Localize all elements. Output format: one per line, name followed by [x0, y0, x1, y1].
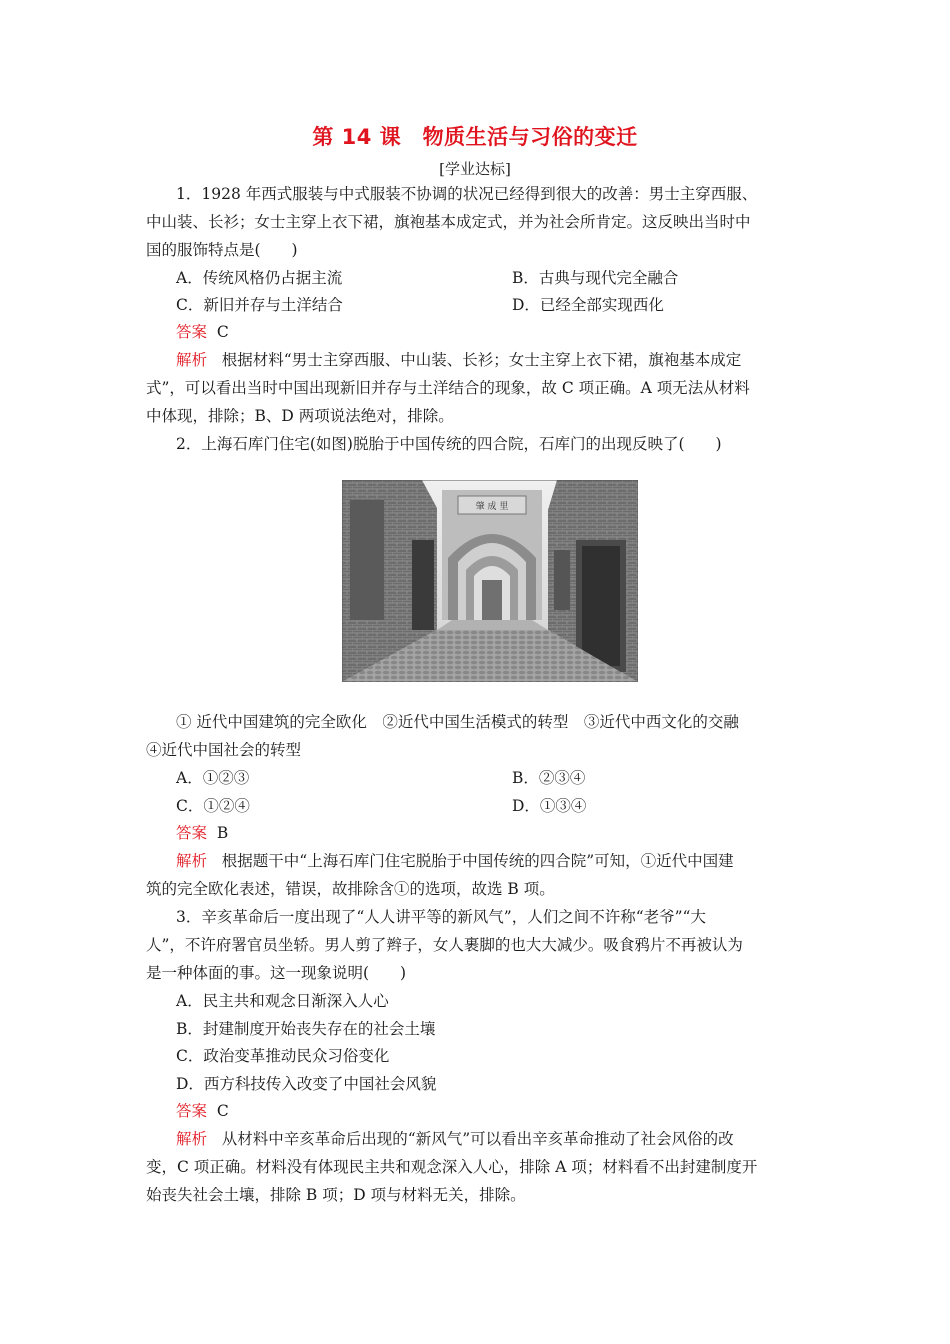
- explanation-label: 解析: [176, 852, 208, 870]
- explanation-text: 根据材料“男士主穿西服、中山装、长衫；女士主穿上衣下裙，旗袍基本成定: [221, 351, 742, 369]
- q3-option-b: B．封建制度开始丧失存在的社会土壤: [176, 1020, 436, 1038]
- q1-stem-line-1: 1．1928 年西式服装与中式服装不协调的状况已经得到很大的改善：男士主穿西服、: [176, 185, 758, 203]
- q3-answer: [176, 1101, 229, 1121]
- q2-explanation-line-1: [176, 851, 734, 871]
- answer-label: 答案: [176, 323, 208, 341]
- q3-stem-line-3: 是一种体面的事。这一现象说明( ): [146, 964, 407, 982]
- q1-explanation-line-1: [176, 350, 741, 370]
- q3-option-c: C．政治变革推动民众习俗变化: [176, 1047, 390, 1065]
- explanation-label: 解析: [176, 1130, 208, 1148]
- answer-label: 答案: [176, 824, 208, 842]
- q2-option-c: C．①②④: [176, 797, 250, 815]
- q3-stem-line-2: 人”，不许府署官员坐轿。男人剪了辫子，女人裹脚的也大大减少。吸食鸦片不再被认为: [146, 936, 743, 954]
- q1-explanation-line-3: 中体现，排除；B、D 两项说法绝对，排除。: [146, 407, 454, 425]
- section-subtitle: [学业达标]: [439, 160, 511, 178]
- answer-value: B: [216, 824, 229, 842]
- q1-answer: [176, 322, 229, 342]
- q2-option-d: D．①③④: [512, 797, 587, 815]
- q2-statements-line-2: ④近代中国社会的转型: [146, 741, 302, 759]
- q2-option-a: A．①②③: [176, 769, 250, 787]
- shikumen-alley-photo: [342, 480, 638, 682]
- q1-option-a: A．传统风格仍占据主流: [176, 269, 343, 287]
- answer-label: 答案: [176, 1102, 208, 1120]
- lesson-title: 第 14 课 物质生活与习俗的变迁: [312, 125, 638, 149]
- q2-explanation-line-2: 筑的完全欧化表述，错误，故排除含①的选项，故选 B 项。: [146, 880, 555, 898]
- q2-option-b: B．②③④: [512, 769, 586, 787]
- explanation-text: 从材料中辛亥革命后出现的“新风气”可以看出辛亥革命推动了社会风俗的改: [221, 1130, 734, 1148]
- answer-value: C: [216, 1102, 229, 1120]
- q3-explanation-line-2: 变，C 项正确。材料没有体现民主共和观念深入人心，排除 A 项；材料看不出封建制度开: [146, 1158, 758, 1176]
- q2-stem: 2．上海石库门住宅(如图)脱胎于中国传统的四合院，石库门的出现反映了( ): [176, 435, 722, 453]
- q1-stem-line-2: 中山装、长衫；女士主穿上衣下裙，旗袍基本成定式，并为社会所肯定。这反映出当时中: [146, 213, 751, 231]
- q1-option-d: D．已经全部实现西化: [512, 296, 664, 314]
- q3-option-a: A．民主共和观念日渐深入人心: [176, 992, 389, 1010]
- q1-explanation-line-2: 式”，可以看出当时中国出现新旧并存与土洋结合的现象，故 C 项正确。A 项无法从材料: [146, 379, 750, 397]
- q3-explanation-line-1: [176, 1129, 734, 1149]
- q1-option-b: B．古典与现代完全融合: [512, 269, 679, 287]
- q3-explanation-line-3: 始丧失社会土壤，排除 B 项；D 项与材料无关，排除。: [146, 1186, 526, 1204]
- q3-option-d: D．西方科技传入改变了中国社会风貌: [176, 1075, 437, 1093]
- explanation-text: 根据题干中“上海石库门住宅脱胎于中国传统的四合院”可知，①近代中国建: [221, 852, 734, 870]
- alley-sign-text: 肇 成 里: [475, 502, 509, 512]
- q3-stem-line-1: 3．辛亥革命后一度出现了“人人讲平等的新风气”，人们之间不许称“老爷”“大: [176, 908, 706, 926]
- q1-option-c: C．新旧并存与土洋结合: [176, 296, 343, 314]
- q1-stem-line-3: 国的服饰特点是( ): [146, 241, 298, 259]
- q2-statements-line-1: ① 近代中国建筑的完全欧化 ②近代中国生活模式的转型 ③近代中西文化的交融: [176, 713, 739, 731]
- q2-answer: [176, 823, 228, 843]
- answer-value: C: [216, 323, 229, 341]
- explanation-label: 解析: [176, 351, 208, 369]
